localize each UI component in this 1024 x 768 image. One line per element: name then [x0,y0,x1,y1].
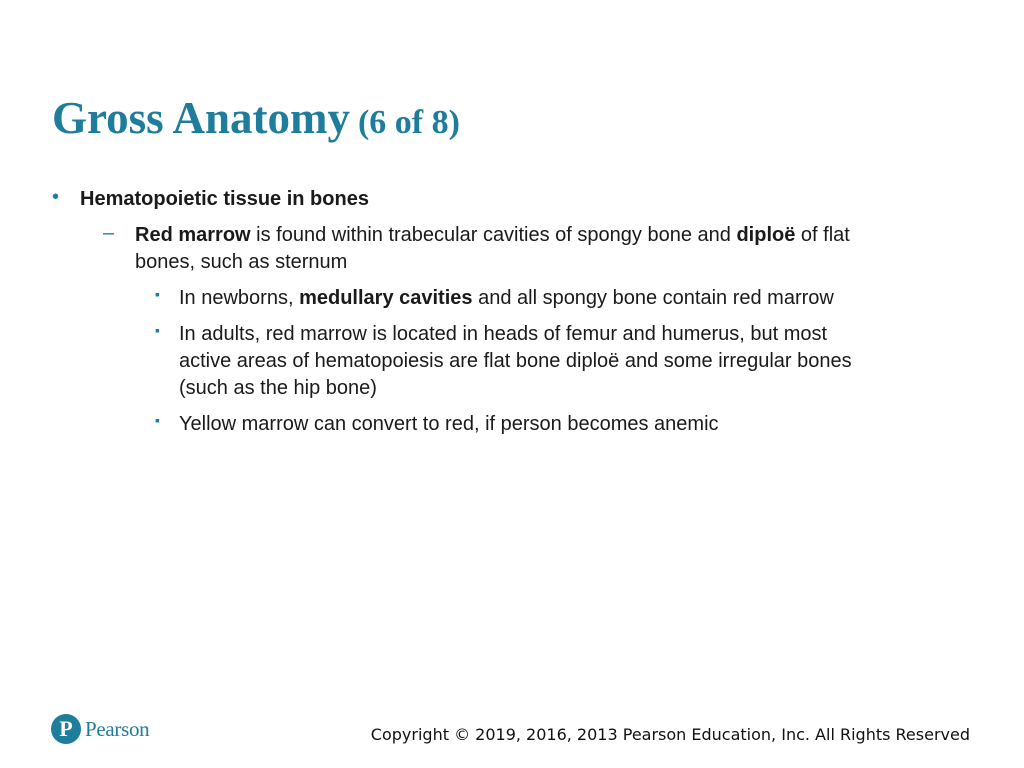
diploe-term: diploë [736,224,796,246]
newborns-text2: and all spongy bone contain red marrow [472,287,834,309]
bullet-adults-line3: (such as the hip bone) [179,377,377,399]
bullet-yellow-marrow: Yellow marrow can convert to red, if person becomes anemic [179,413,719,435]
bullet-marker-level2: – [103,222,115,244]
pearson-logo-icon: P [51,714,81,744]
bullet-newborns [179,285,834,312]
slide-title [52,92,460,144]
bullet-marker-level3: ▪ [155,322,160,338]
pearson-logo-text: Pearson [85,716,150,741]
bullet-marker-level3: ▪ [155,286,160,302]
bullet-marker-level1: • [52,186,60,208]
red-marrow-text2: of flat [795,224,850,246]
red-marrow-term: Red marrow [135,224,251,246]
pearson-logo [51,714,149,744]
bullet-marker-level3: ▪ [155,412,160,428]
newborns-text1: In newborns, [179,287,300,309]
medullary-cavities-term: medullary cavities [299,287,473,309]
bullet-red-marrow-line1 [135,222,850,249]
bullet-adults-line2: active areas of hematopoiesis are flat bone diploë and some irregular bones [179,350,852,372]
bullet-hematopoietic-tissue: Hematopoietic tissue in bones [80,188,369,210]
copyright-notice: Copyright © 2019, 2016, 2013 Pearson Education, Inc. All Rights Reserved [370,725,970,744]
slide-title-main: Gross Anatomy [52,93,350,143]
slide-title-sub: (6 of 8) [357,104,460,141]
bullet-adults-line1: In adults, red marrow is located in heads of femur and humerus, but most [179,323,828,345]
bullet-red-marrow-line2: bones, such as sternum [135,251,348,273]
red-marrow-text1: is found within trabecular cavities of spongy bone and [250,224,737,246]
